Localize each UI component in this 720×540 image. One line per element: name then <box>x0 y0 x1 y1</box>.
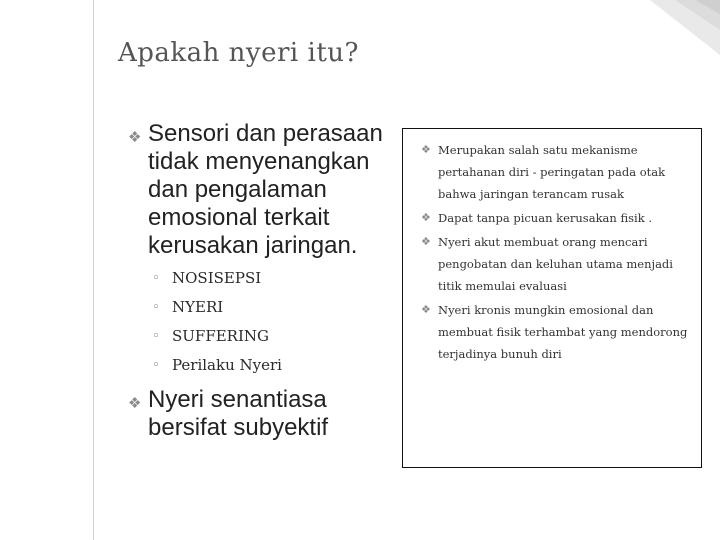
bullet-icon: ❖ <box>421 303 431 316</box>
sub-item-text: NOSISEPSI <box>172 269 262 287</box>
bullet-icon: ❖ <box>128 129 142 146</box>
left-content <box>128 120 403 442</box>
right-item-text: Nyeri kronis mungkin emosional dan membuat fisik terhambat yang mendorong terjadinya bunuh diri <box>438 303 688 361</box>
circle-bullet-icon: ◦ <box>152 358 160 373</box>
list-item <box>144 351 403 380</box>
list-item <box>413 139 691 205</box>
slide-title: Apakah nyeri itu? <box>118 38 359 68</box>
corner-decoration <box>630 0 720 60</box>
sub-item-text: Perilaku Nyeri <box>172 356 282 374</box>
circle-bullet-icon: ◦ <box>152 271 160 286</box>
list-item <box>413 207 691 229</box>
right-item-text: Merupakan salah satu mekanisme pertahanan diri - peringatan pada otak bahwa jaringan terancam rusak <box>438 143 666 201</box>
list-item <box>144 322 403 351</box>
sub-list <box>144 264 403 380</box>
right-item-text: Nyeri akut membuat orang mencari pengobatan dan keluhan utama menjadi titik memulai evaluasi <box>438 235 673 293</box>
info-box <box>402 128 702 468</box>
left-item-2 <box>128 386 403 442</box>
list-item <box>413 231 691 297</box>
bullet-icon: ❖ <box>128 395 142 412</box>
sub-item-text: NYERI <box>172 298 224 316</box>
sub-item-text: SUFFERING <box>172 327 270 345</box>
left-item-1-text: Sensori dan perasaan tidak menyenangkan dan pengalaman emosional terkait kerusakan jaringan. <box>148 120 383 259</box>
bullet-icon: ❖ <box>421 235 431 248</box>
bullet-icon: ❖ <box>421 143 431 156</box>
list-item <box>413 299 691 365</box>
slide-frame-line <box>93 0 94 540</box>
left-item-1 <box>128 120 403 260</box>
list-item <box>144 293 403 322</box>
bullet-icon: ❖ <box>421 211 431 224</box>
list-item <box>144 264 403 293</box>
circle-bullet-icon: ◦ <box>152 329 160 344</box>
right-item-text: Dapat tanpa picuan kerusakan fisik . <box>438 211 652 225</box>
circle-bullet-icon: ◦ <box>152 300 160 315</box>
left-item-2-text: Nyeri senantiasa bersifat subyektif <box>148 386 329 441</box>
